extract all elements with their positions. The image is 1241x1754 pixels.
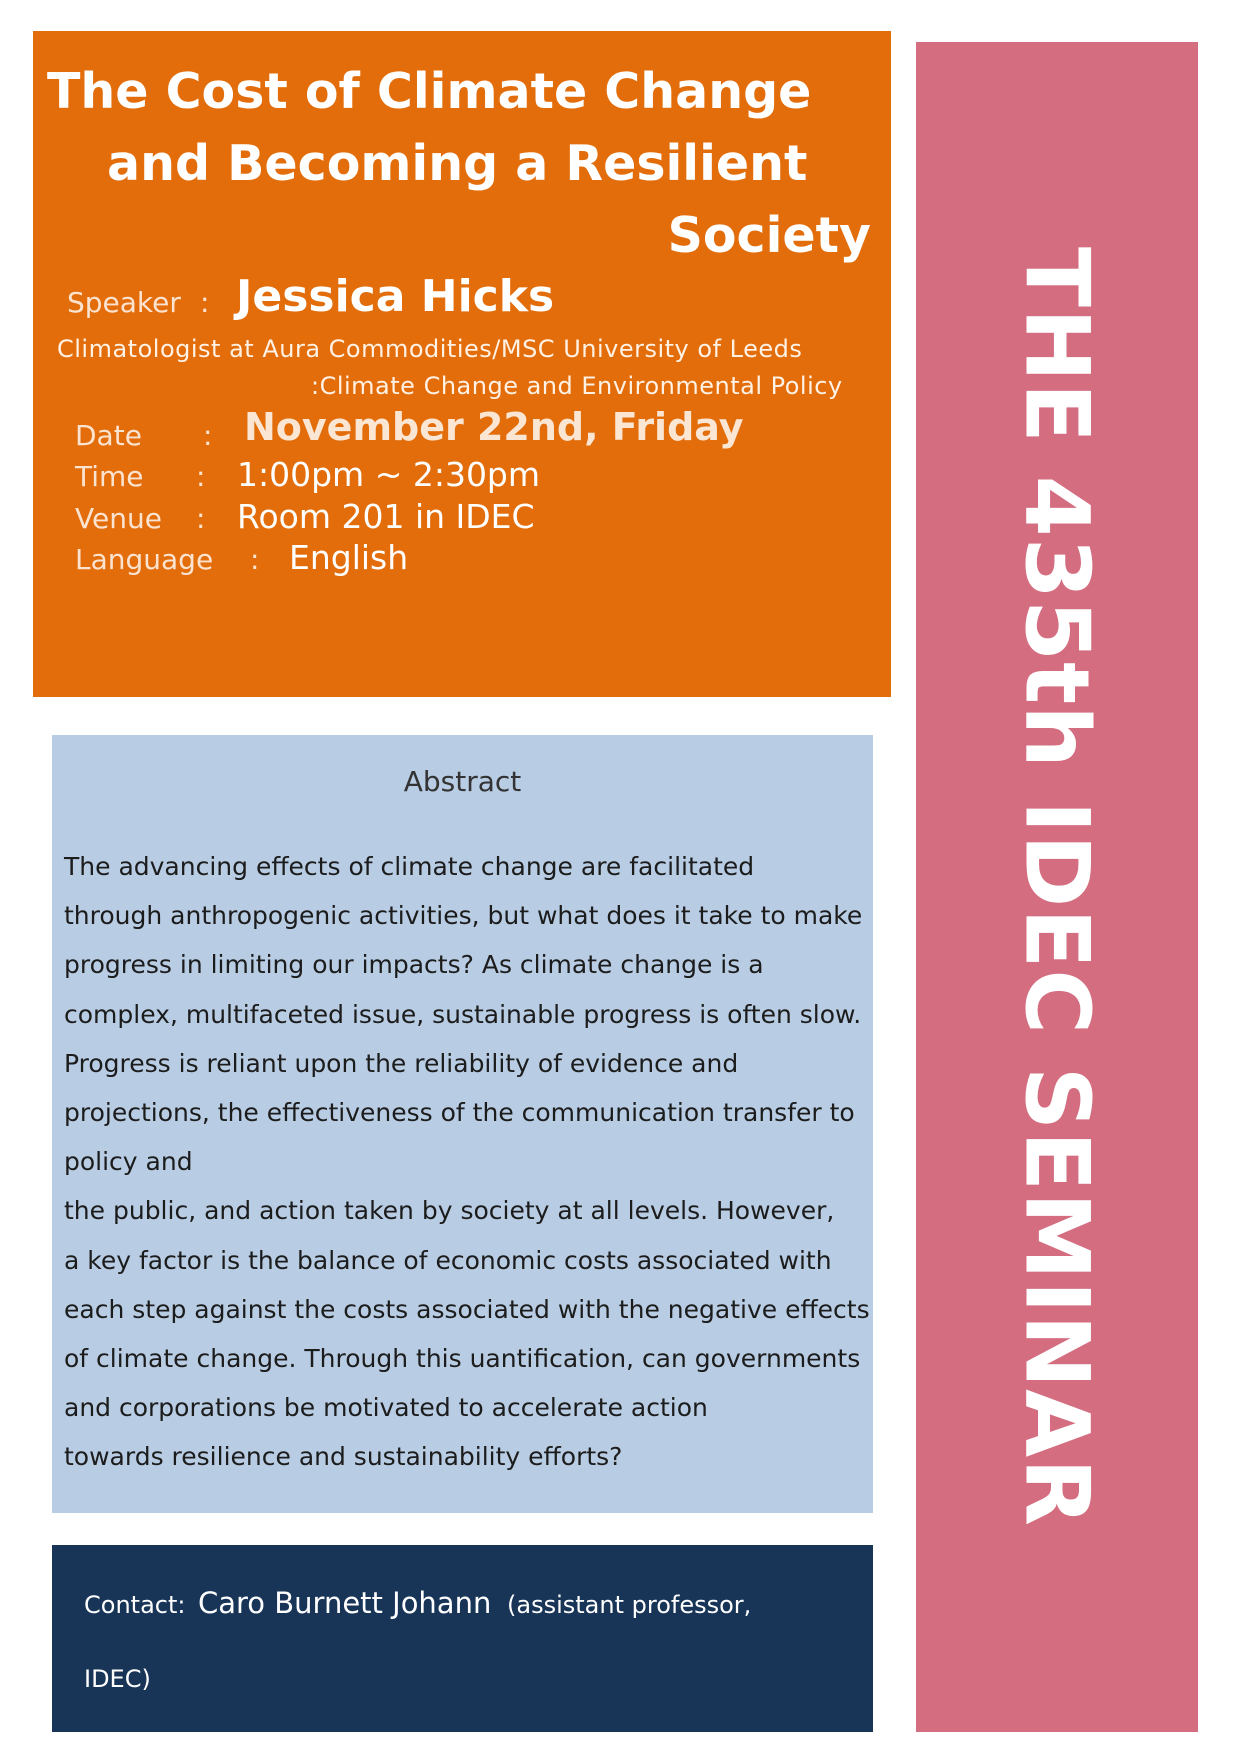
- abstract-heading: Abstract: [403, 765, 522, 798]
- speaker-colon: :: [200, 286, 210, 319]
- abstract-body: [64, 842, 869, 1482]
- abstract-line: through anthropogenic activities, but what does it take to make: [64, 901, 863, 931]
- time-value: 1:00pm ~ 2:30pm: [237, 455, 541, 494]
- language-colon: :: [250, 543, 260, 576]
- abstract-line: a key factor is the balance of economic costs associated with: [64, 1245, 832, 1275]
- abstract-panel: [52, 735, 873, 1513]
- speaker-affiliation: Climatologist at Aura Commodities/MSC University of Leeds: [57, 335, 803, 363]
- date-colon: :: [203, 419, 213, 452]
- abstract-line: and corporations be motivated to accelerate action: [64, 1393, 708, 1423]
- abstract-line: progress in limiting our impacts? As climate change is a: [64, 950, 764, 980]
- abstract-line: each step against the costs associated with the negative effects: [64, 1294, 870, 1324]
- seminar-number-banner: [916, 42, 1198, 1732]
- speaker-name: Jessica Hicks: [236, 271, 555, 322]
- abstract-line: complex, multifaceted issue, sustainable progress is often slow.: [64, 999, 862, 1029]
- venue-label: Venue: [75, 502, 162, 535]
- title-line: and Becoming a Resilient: [107, 135, 808, 192]
- abstract-line: towards resilience and sustainability efforts?: [64, 1442, 623, 1472]
- date-value: November 22nd, Friday: [244, 405, 744, 449]
- time-colon: :: [196, 460, 206, 493]
- seminar-info-panel: [33, 31, 891, 697]
- abstract-line: Progress is reliant upon the reliability of evidence and: [64, 1048, 739, 1078]
- language-value: English: [289, 538, 409, 577]
- time-label: Time: [75, 460, 144, 493]
- language-label: Language: [75, 543, 214, 576]
- contact-name: Caro Burnett Johann: [198, 1586, 492, 1620]
- title-line: The Cost of Climate Change: [47, 63, 812, 120]
- abstract-line: policy and: [64, 1147, 193, 1177]
- banner-title: THE 435th IDEC SEMINAR: [1005, 247, 1109, 1527]
- date-label: Date: [75, 419, 142, 452]
- venue-value: Room 201 in IDEC: [237, 497, 535, 536]
- speaker-affiliation: :Climate Change and Environmental Policy: [311, 372, 843, 400]
- contact-panel: [52, 1545, 873, 1732]
- abstract-line: The advancing effects of climate change are facilitated: [64, 852, 755, 881]
- venue-colon: :: [196, 502, 206, 535]
- abstract-line: the public, and action taken by society at all levels. However,: [64, 1196, 835, 1226]
- title-line: Society: [667, 207, 871, 264]
- contact-role-continued: IDEC): [84, 1665, 151, 1693]
- seminar-title: [33, 56, 891, 272]
- speaker-label: Speaker: [67, 286, 181, 319]
- abstract-line: of climate change. Through this uantification, can governments: [64, 1344, 861, 1374]
- abstract-line: projections, the effectiveness of the communication transfer to: [64, 1098, 855, 1128]
- contact-role: (assistant professor,: [507, 1591, 752, 1619]
- contact-label: Contact:: [84, 1591, 186, 1619]
